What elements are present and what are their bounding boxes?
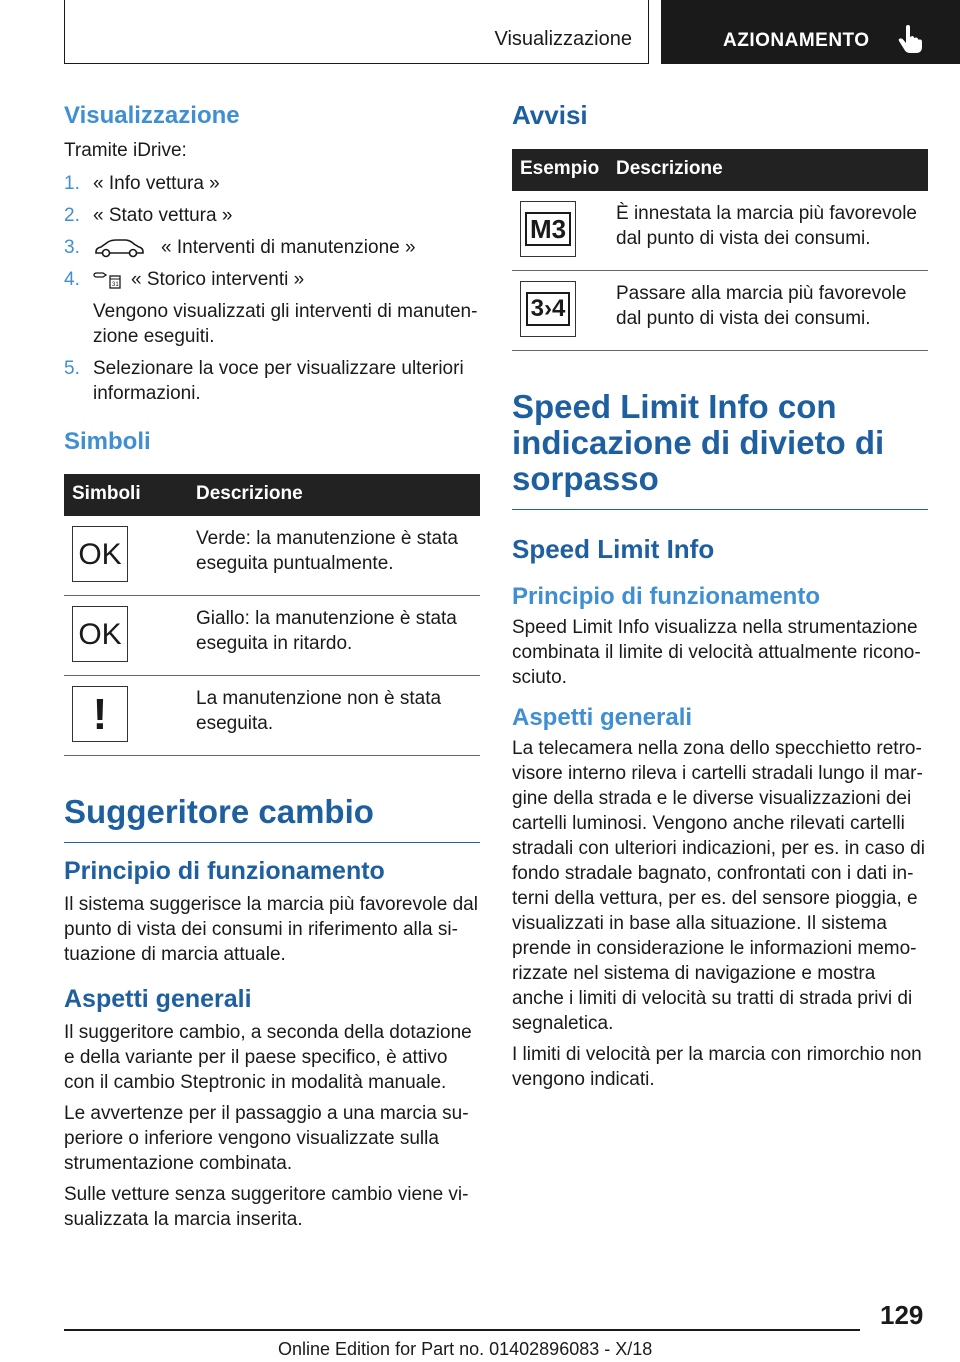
description-cell: Passare alla marcia più favorevole dal punto di vista dei consumi.	[608, 271, 928, 351]
heading-principio-funzionamento: Principio di funzionamento	[64, 857, 385, 885]
table-row	[512, 191, 928, 271]
step-text: « Storico interventi »	[131, 269, 305, 290]
aspetti-paragraph: I limiti di velocità per la marcia con rimorchio non vengono indicati.	[512, 1044, 922, 1090]
description-cell: Giallo: la manutenzione è stata eseguita in ritardo.	[188, 596, 480, 676]
symbol-text: OK	[78, 617, 122, 651]
step-number: 4.	[64, 269, 80, 290]
aspetti-paragraph: Le avvertenze per il passaggio a una marcia superiore o inferiore vengono visualizzate sulla strumentazione combinata.	[64, 1103, 469, 1174]
symbol-text: M3	[525, 212, 571, 246]
step-number: 3.	[64, 237, 80, 258]
description-cell: È innestata la marcia più favorevole dal punto di vista dei consumi.	[608, 191, 928, 271]
gear-m3-symbol	[520, 201, 576, 257]
svg-text:31: 31	[112, 281, 119, 288]
car-service-icon	[93, 238, 145, 258]
step-text: « Stato vettura »	[93, 205, 233, 226]
step-content	[93, 267, 480, 292]
table-header-row	[64, 474, 480, 516]
header-chapter-label: AZIONAMENTO	[723, 30, 870, 51]
table-row	[64, 596, 480, 676]
description-cell: La manutenzione non è stata eseguita.	[188, 676, 480, 756]
step-number: 5.	[64, 358, 80, 379]
heading-simboli: Simboli	[64, 428, 151, 455]
symbol-text: 3›4	[526, 292, 571, 326]
symbol-cell	[512, 271, 608, 351]
step-text: Vengono visualizzati gli interventi di manutenzione eseguiti.	[93, 301, 478, 347]
table-header-cell: Simboli	[64, 474, 188, 516]
service-history-icon	[93, 270, 123, 290]
step-number: 2.	[64, 205, 80, 226]
step-text: Selezionare la voce per visualizzare ulteriori informazioni.	[93, 358, 464, 404]
step-content	[93, 235, 480, 260]
principio-text: Il sistema suggerisce la marcia più favorevole dal punto di vista dei consumi in riferimento alla situazione di marcia attuale.	[64, 894, 478, 965]
avvisi-table	[512, 149, 928, 351]
step-item	[64, 267, 480, 292]
symbol-cell	[64, 596, 188, 676]
symbol-cell	[64, 516, 188, 596]
page-number: 129	[880, 1300, 924, 1330]
step-item	[64, 235, 480, 260]
heading-principio-funzionamento: Principio di funzionamento	[512, 583, 820, 610]
footer-divider	[64, 1329, 860, 1331]
ok-green-symbol	[72, 526, 128, 582]
description-cell: Verde: la manutenzione è stata eseguita puntualmente.	[188, 516, 480, 596]
header-chapter-tab	[661, 0, 960, 64]
step-number	[64, 299, 93, 349]
simboli-table	[64, 474, 480, 756]
step-number: 1.	[64, 173, 80, 194]
symbol-cell	[512, 191, 608, 271]
symbol-text: OK	[78, 537, 122, 571]
hand-pointer-icon	[897, 24, 923, 54]
table-header-cell: Esempio	[512, 149, 608, 191]
step-text: « Interventi di manutenzione »	[161, 237, 416, 258]
heading-avvisi: Avvisi	[512, 100, 588, 130]
aspetti-paragraph: La telecamera nella zona dello specchietto retrovisore interno rileva i cartelli stradali lungo il margine della strada e le diverse visualizzazioni dei cartelli luminosi. Vengono anche rilevati cartelli stradali con ulteriori indicazioni, per es. in caso di fondo stradale bagnato, confrontati con i dati interni della vettura, per es. del sensore pioggia, e visualizzati in base alla situazione. Il sistema prende in considerazione le informazioni memorizzate nel sistema di navigazione e mostra anche i limiti di velocità su tratti di strada privi di segnaletica.	[512, 738, 925, 1034]
aspetti-paragraph: Sulle vetture senza suggeritore cambio viene visualizzata la marcia inserita.	[64, 1184, 469, 1230]
heading-aspetti-generali: Aspetti generali	[512, 704, 693, 731]
left-column	[64, 100, 480, 1232]
footer-edition: Online Edition for Part no. 01402896083 - X/18	[278, 1339, 653, 1359]
gear-shift-up-symbol	[520, 281, 576, 337]
intro-text: Tramite iDrive:	[64, 140, 187, 161]
exclamation-symbol	[72, 686, 128, 742]
principio-text: Speed Limit Info visualizza nella strumentazione combinata il limite di velocità attualmente riconosciuto.	[512, 617, 921, 688]
step-text: « Info vettura »	[93, 173, 220, 194]
aspetti-paragraph: Il suggeritore cambio, a seconda della dotazione e della variante per il paese specifico, è attivo con il cambio Steptronic in modalità manuale.	[64, 1022, 472, 1093]
heading-speed-limit-info-sorpasso: Speed Limit Info con indicazione di divieto di sorpasso	[512, 389, 928, 510]
heading-visualizzazione: Visualizzazione	[64, 102, 240, 129]
table-header-row	[512, 149, 928, 191]
table-header-cell: Descrizione	[608, 149, 928, 191]
table-row	[64, 676, 480, 756]
heading-suggeritore-cambio: Suggeritore cambio	[64, 794, 480, 843]
table-row	[64, 516, 480, 596]
header-section-box	[64, 0, 649, 64]
step-item	[64, 171, 480, 196]
heading-speed-limit-info: Speed Limit Info	[512, 534, 715, 564]
step-item	[64, 203, 480, 228]
step-item	[64, 299, 480, 349]
step-item	[64, 356, 480, 406]
symbol-cell	[64, 676, 188, 756]
table-header-cell: Descrizione	[188, 474, 480, 516]
heading-aspetti-generali: Aspetti generali	[64, 985, 252, 1013]
ok-yellow-symbol	[72, 606, 128, 662]
table-row	[512, 271, 928, 351]
right-column	[512, 100, 928, 1092]
header-section-title: Visualizzazione	[494, 28, 632, 50]
symbol-text: !	[92, 689, 108, 739]
steps-list	[64, 171, 480, 406]
